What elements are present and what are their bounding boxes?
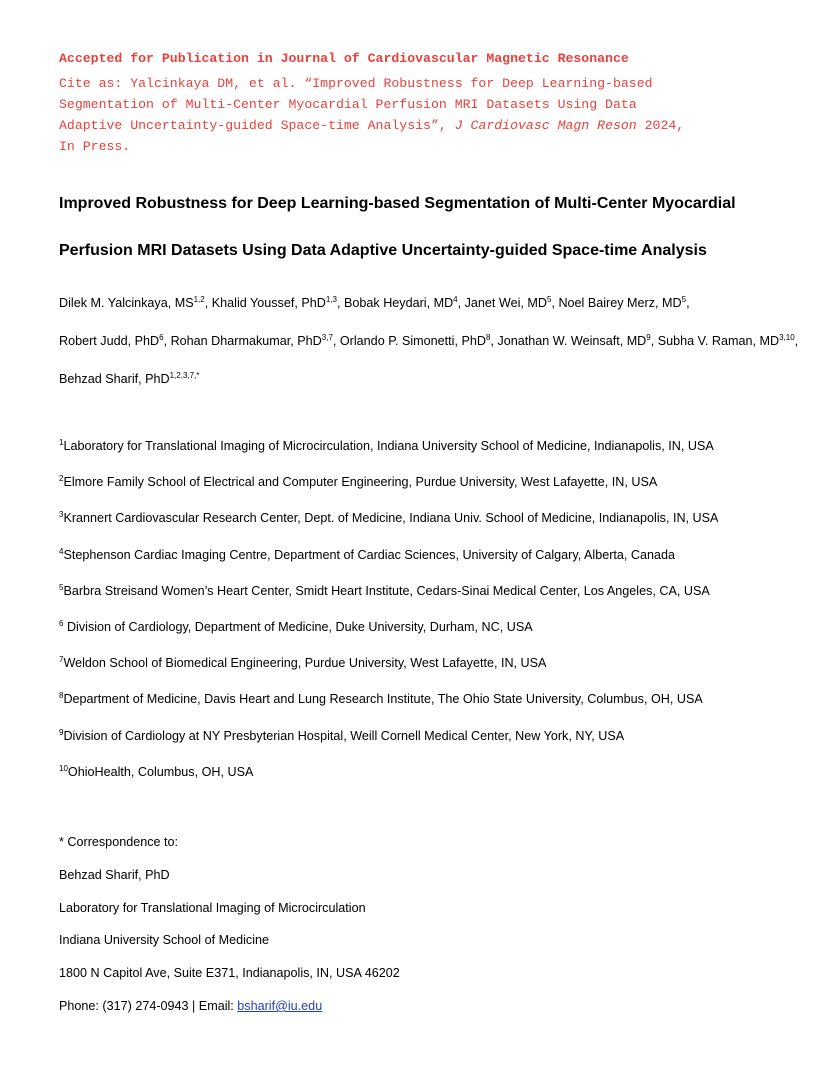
accepted-notice: Accepted for Publication in Journal of Cardiovascular Magnetic Resonance xyxy=(59,51,629,66)
affiliation-item: $^3$Krannert Cardiovascular Research Center, Dept. of Medicine, Indiana Univ. School of Medicine, Indianapolis, IN, USA xyxy=(59,510,719,526)
paper-title xyxy=(59,180,799,274)
author: Khalid Youssef, PhD$^{1,3}$, xyxy=(211,294,344,310)
title-line-1: Improved Robustness for Deep Learning-based Segmentation of Multi-Center Myocardial xyxy=(59,195,736,212)
citation-status: In Press. xyxy=(59,139,131,154)
author: Robert Judd, PhD$^6$, xyxy=(59,332,171,348)
correspondence-contact xyxy=(59,992,799,1025)
affiliation-item: $^6$ Division of Cardiology, Department of Medicine, Duke University, Durham, NC, USA xyxy=(59,618,533,634)
correspondence-heading: * Correspondence to: xyxy=(59,835,179,849)
email-link[interactable]: bsharif@iu.edu xyxy=(237,998,323,1013)
author: Behzad Sharif, PhD$^{1,2,3,7,*}$ xyxy=(59,370,200,386)
affiliation-item: $^7$Weldon School of Biomedical Engineering, Purdue University, West Lafayette, IN, USA xyxy=(59,654,547,671)
affiliation-item: $^9$Division of Cardiology at NY Presbyterian Hospital, Weill Cornell Medical Center, New York, NY, USA xyxy=(59,727,625,743)
correspondence-school: Indiana University School of Medicine xyxy=(59,933,270,948)
affiliation-item: $^5$Barbra Streisand Women’s Heart Center, Smidt Heart Institute, Cedars-Sinai Medical Center, Los Angeles, CA, USA xyxy=(59,582,710,598)
author: Subha V. Raman, MD$^{3,10}$, xyxy=(657,332,799,348)
author: Rohan Dharmakumar, PhD$^{3,7}$, xyxy=(170,332,340,348)
correspondence-block xyxy=(59,828,799,1025)
author-list xyxy=(59,284,799,398)
citation-year: 2024, xyxy=(636,118,685,133)
affiliation-item: $^{10}$OhioHealth, Columbus, OH, USA xyxy=(59,763,254,779)
author: Noel Bairey Merz, $MD^5$, xyxy=(558,294,690,310)
citation-journal: J Cardiovasc Magn Reson xyxy=(454,118,637,133)
publication-notice xyxy=(59,48,799,157)
phone-text: Phone: (317) 274-0943 | Email: xyxy=(59,998,238,1013)
correspondence-name: Behzad Sharif, PhD xyxy=(59,867,170,882)
affiliation-item: $^1$Laboratory for Translational Imaging of Microcirculation, Indiana University School of Medicine, Indianapolis, IN, USA xyxy=(59,437,714,453)
author: Bobak Heydari, $MD^4$, xyxy=(343,294,465,310)
author: Janet Wei, $MD^5$, xyxy=(464,294,559,310)
author: Jonathan W. Weinsaft, $MD^9$, xyxy=(497,332,658,348)
affiliation-item: $^4$Stephenson Cardiac Imaging Centre, Department of Cardiac Sciences, University of Calgary, Alberta, Canada xyxy=(59,546,676,562)
citation-text: Cite as: Yalcinkaya DM, et al. “Improved Robustness for Deep Learning-based Segmentation of Multi-Center Myocardial Perfusion MRI Datasets Using Data Adaptive Uncertainty-guided Space-time Analysis”, xyxy=(59,76,653,133)
title-line-2: Perfusion MRI Datasets Using Data Adaptive Uncertainty-guided Space-time Analysis xyxy=(59,242,707,259)
affiliation-item: $^2$Elmore Family School of Electrical and Computer Engineering, Purdue University, West Lafayette, IN, USA xyxy=(59,474,658,490)
author: Dilek M. Yalcinkaya, MS$^{1,2}$, xyxy=(59,294,212,310)
affiliation-item: $^8$Department of Medicine, Davis Heart and Lung Research Institute, The Ohio State University, Columbus, OH, USA xyxy=(59,691,703,707)
citation xyxy=(59,73,799,157)
author: Orlando P. Simonetti, PhD$^8$, xyxy=(339,332,498,348)
affiliation-list xyxy=(59,432,819,794)
correspondence-address: 1800 N Capitol Ave, Suite E371, Indianapolis, IN, USA 46202 xyxy=(59,966,400,981)
correspondence-lab: Laboratory for Translational Imaging of Microcirculation xyxy=(59,900,366,915)
